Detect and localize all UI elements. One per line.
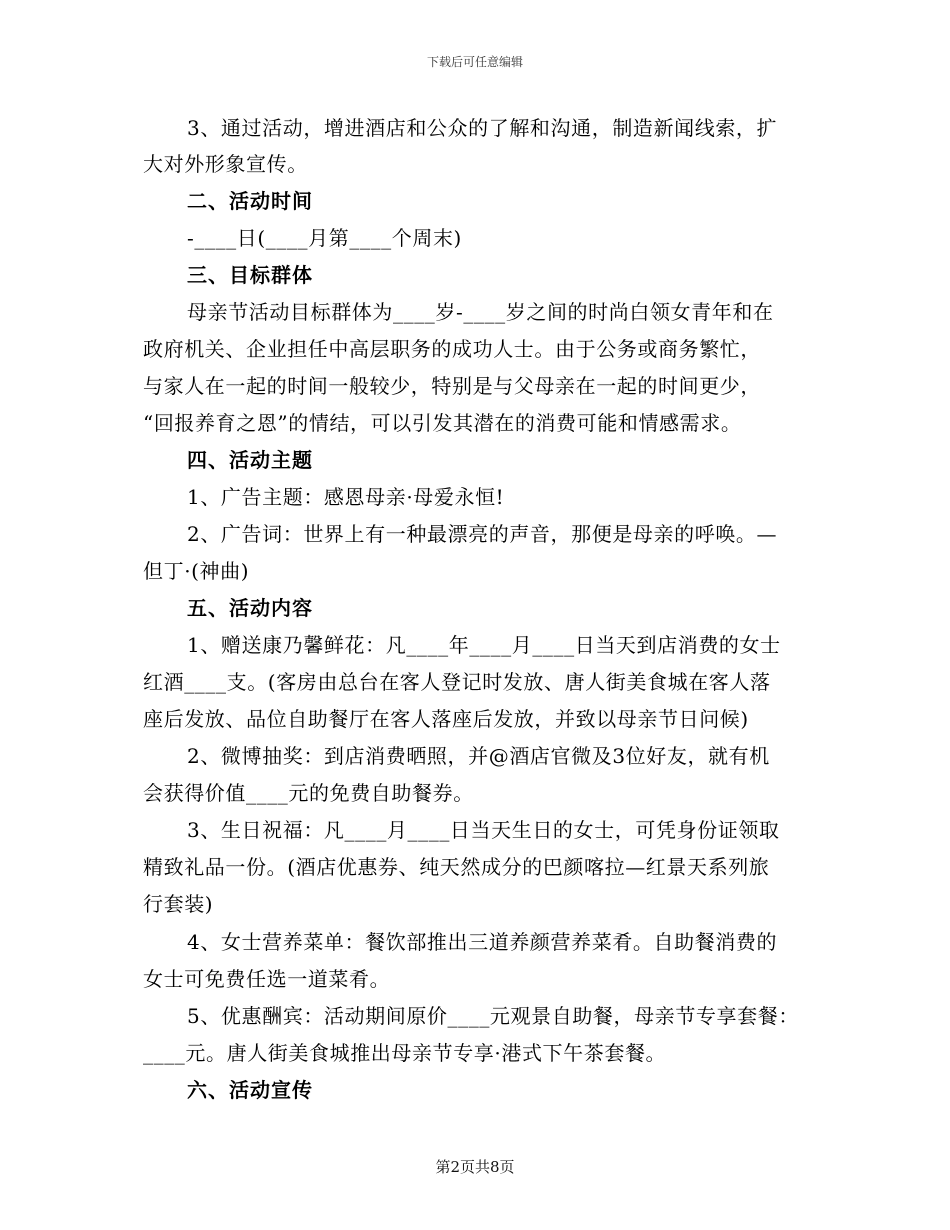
paragraph-line: 精致礼品一份。(酒店优惠券、纯天然成分的巴颜喀拉—红景天系列旅 xyxy=(143,855,770,879)
section-heading: 六、活动宣传 xyxy=(187,1078,313,1102)
paragraph-line: 4、女士营养菜单：餐饮部推出三道养颜营养菜肴。自助餐消费的 xyxy=(187,930,778,954)
section-heading: 五、活动内容 xyxy=(187,596,313,620)
section-heading: 三、目标群体 xyxy=(187,263,313,287)
paragraph-line: 5、优惠酬宾：活动期间原价____元观景自助餐，母亲节专享套餐： xyxy=(187,1004,799,1028)
paragraph-line: 1、广告主题：感恩母亲·母爱永恒! xyxy=(187,485,505,509)
paragraph-line: 与家人在一起的时间一般较少，特别是与父母亲在一起的时间更少， xyxy=(143,374,761,398)
paragraph-line: 会获得价值____元的免费自助餐券。 xyxy=(143,781,474,805)
paragraph-line: 大对外形象宣传。 xyxy=(143,152,308,176)
page-footer: 第2页共8页 xyxy=(435,1158,515,1176)
paragraph-line: 女士可免费任选一道菜肴。 xyxy=(143,967,391,991)
paragraph-line: 红酒____支。(客房由总台在客人登记时发放、唐人街美食城在客人落 xyxy=(143,670,771,694)
paragraph-line: 母亲节活动目标群体为____岁-____岁之间的时尚白领女青年和在 xyxy=(187,300,774,324)
paragraph-line: 3、通过活动，增进酒店和公众的了解和沟通，制造新闻线索，扩 xyxy=(187,116,778,140)
page-header: 下载后可任意编辑 xyxy=(426,55,523,69)
paragraph-line: ____元。唐人街美食城推出母亲节专享·港式下午茶套餐。 xyxy=(143,1041,667,1065)
paragraph-line: 2、广告词：世界上有一种最漂亮的声音，那便是母亲的呼唤。— xyxy=(187,522,778,546)
paragraph-line: 政府机关、企业担任中高层职务的成功人士。由于公务或商务繁忙， xyxy=(143,337,761,361)
section-heading: 二、活动时间 xyxy=(187,189,313,213)
paragraph-line: “回报养育之恩”的情结，可以引发其潜在的消费可能和情感需求。 xyxy=(143,411,742,435)
paragraph-line: 行套装) xyxy=(143,892,214,916)
paragraph-line: 3、生日祝福：凡____月____日当天生日的女士，可凭身份证领取 xyxy=(187,818,780,842)
paragraph-line: -____日(____月第____个周末) xyxy=(187,226,462,250)
paragraph-line: 1、赠送康乃馨鲜花：凡____年____月____日当天到店消费的女士 xyxy=(187,633,781,657)
paragraph-line: 但丁·(神曲) xyxy=(143,559,250,583)
paragraph-line: 座后发放、品位自助餐厅在客人落座后发放，并致以母亲节日问候) xyxy=(143,707,749,731)
section-heading: 四、活动主题 xyxy=(187,448,313,472)
paragraph-line: 2、微博抽奖：到店消费晒照，并@酒店官微及3位好友，就有机 xyxy=(187,744,770,768)
